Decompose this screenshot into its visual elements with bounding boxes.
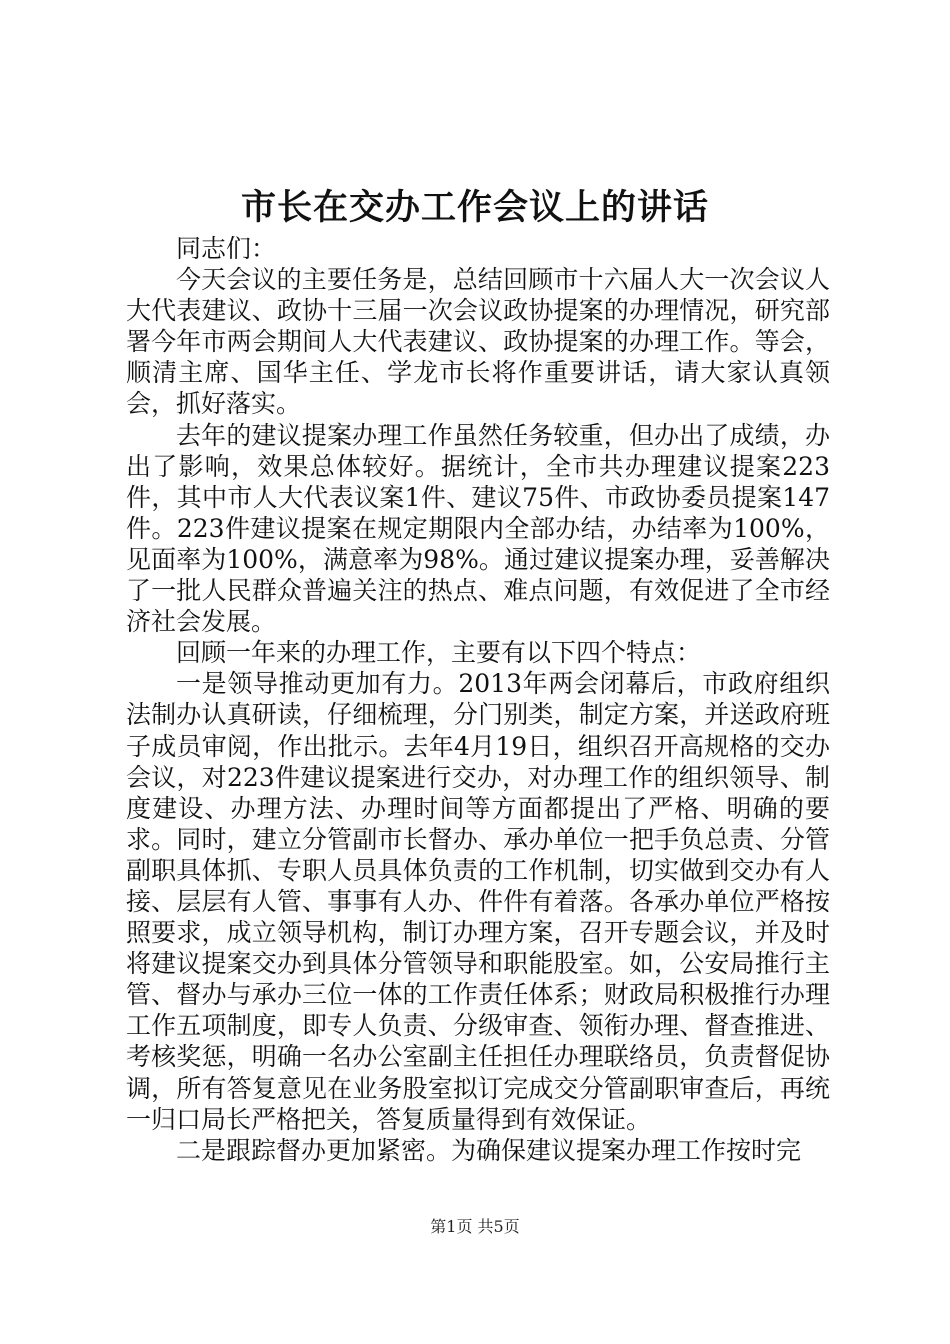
body-paragraph: 二是跟踪督办更加紧密。为确保建议提案办理工作按时完 <box>176 1135 802 1165</box>
document-body <box>126 233 830 1166</box>
body-paragraph: 去年的建议提案办理工作虽然任务较重，但办出了成绩，办出了影响，效果总体较好。据统计，全市共办理建议提案223件，其中市人大代表议案1件、建议75件、市政协委员提案147件。223件建议提案在规定期限内全部办结，办结率为100%，见面率为100%，满意率为98%。通过建议提案办理，妥善解决了一批人民群众普遍关注的热点、难点问题，有效促进了全市经济社会发展。 <box>126 420 830 637</box>
document-title: 市长在交办工作会议上的讲话 <box>240 187 709 228</box>
body-paragraph: 一是领导推动更加有力。2013年两会闭幕后，市政府组织法制办认真研读，仔细梳理，分门别类，制定方案，并送政府班子成员审阅，作出批示。去年4月19日，组织召开高规格的交办会议，对223件建议提案进行交办，对办理工作的组织领导、制度建设、办理方法、办理时间等方面都提出了严格、明确的要求。同时，建立分管副市长督办、承办单位一把手负总责、分管副职具体抓、专职人员具体负责的工作机制，切实做到交办有人接、层层有人管、事事有人办、件件有着落。各承办单位严格按照要求，成立领导机构，制订办理方案，召开专题会议，并及时将建议提案交办到具体分管领导和职能股室。如，公安局推行主管、督办与承办三位一体的工作责任体系；财政局积极推行办理工作五项制度，即专人负责、分级审查、领衔办理、督查推进、考核奖惩，明确一名办公室副主任担任办理联络员，负责督促协调，所有答复意见在业务股室拟订完成交分管副职审查后，再统一归口局长严格把关，答复质量得到有效保证。 <box>126 669 830 1134</box>
body-paragraph: 回顾一年来的办理工作，主要有以下四个特点： <box>176 638 702 668</box>
page-number-footer: 第1页 共5页 <box>430 1217 520 1236</box>
salutation-paragraph: 同志们： <box>176 234 277 263</box>
body-paragraph: 今天会议的主要任务是，总结回顾市十六届人大一次会议人大代表建议、政协十三届一次会议政协提案的办理情况，研究部署今年市两会期间人大代表建议、政协提案的办理工作。等会，顺清主席、国华主任、学龙市长将作重要讲话，请大家认真领会，抓好落实。 <box>126 265 830 419</box>
